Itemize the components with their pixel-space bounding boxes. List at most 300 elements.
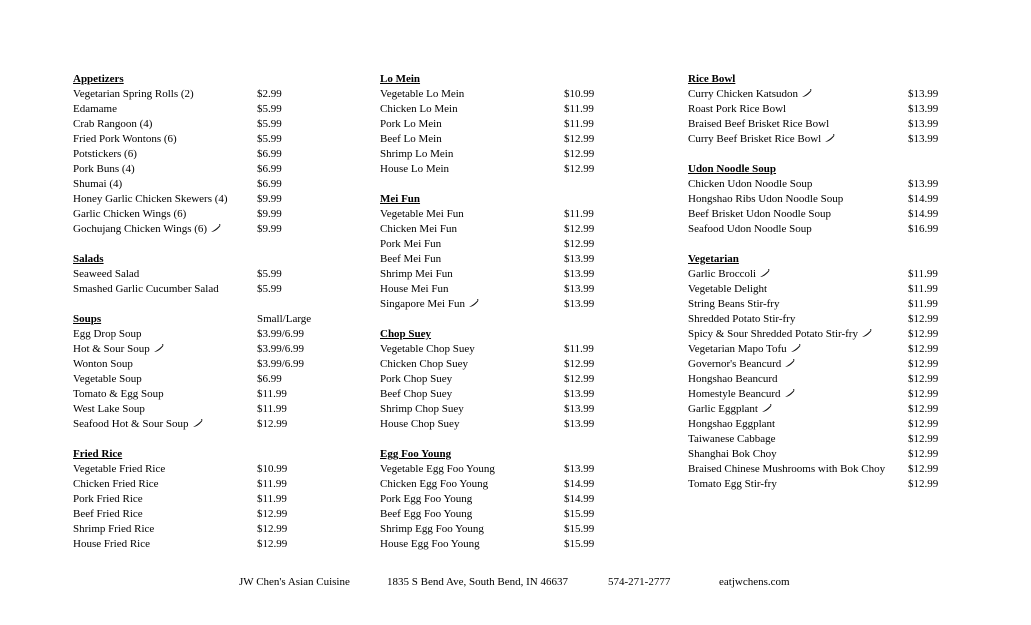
menu-item-price: $12.99 bbox=[564, 238, 595, 250]
menu-item-name: Pork Chop Suey bbox=[380, 373, 453, 385]
menu-item-name: Curry Beef Brisket Rice Bowl bbox=[688, 133, 822, 145]
menu-item-name-wrap bbox=[688, 477, 777, 492]
menu-item-name: House Egg Foo Young bbox=[380, 538, 480, 550]
chili-pepper-icon bbox=[801, 88, 812, 97]
section-heading-row bbox=[688, 252, 948, 267]
menu-item-name: Vegetarian Spring Rolls (2) bbox=[73, 88, 194, 100]
section-heading: Vegetarian bbox=[688, 253, 739, 265]
menu-item-name-wrap bbox=[380, 147, 453, 162]
menu-item-name: Shanghai Bok Choy bbox=[688, 448, 777, 460]
menu-item-price: $15.99 bbox=[564, 523, 595, 535]
menu-item-name-wrap bbox=[73, 327, 141, 342]
menu-item-name: Chicken Lo Mein bbox=[380, 103, 458, 115]
menu-item-name: Vegetable Chop Suey bbox=[380, 343, 475, 355]
menu-item-name-wrap bbox=[688, 357, 795, 372]
menu-item bbox=[380, 297, 620, 312]
menu-item-name: Chicken Fried Rice bbox=[73, 478, 159, 490]
section-heading-row bbox=[73, 447, 313, 462]
menu-section bbox=[380, 327, 620, 432]
menu-item bbox=[73, 147, 313, 162]
menu-item-name-wrap bbox=[380, 162, 449, 177]
menu-item-name-wrap bbox=[73, 87, 194, 102]
chili-pepper-icon bbox=[761, 403, 772, 412]
menu-item-name: Homestyle Beancurd bbox=[688, 388, 781, 400]
menu-item-name-wrap bbox=[688, 267, 770, 282]
menu-item-price: $12.99 bbox=[564, 358, 595, 370]
menu-item-price: $5.99 bbox=[257, 133, 282, 145]
menu-item-name-wrap bbox=[688, 282, 767, 297]
menu-item bbox=[380, 387, 620, 402]
menu-item-price: $9.99 bbox=[257, 223, 282, 235]
menu-item-price: $10.99 bbox=[564, 88, 595, 100]
menu-section bbox=[380, 447, 620, 552]
menu-item-price: $3.99/6.99 bbox=[257, 343, 305, 355]
menu-item-name-wrap bbox=[380, 417, 459, 432]
menu-item bbox=[73, 462, 313, 477]
menu-item-name-wrap bbox=[73, 162, 135, 177]
menu-column-1 bbox=[73, 72, 313, 567]
menu-item-price: $11.99 bbox=[257, 403, 287, 415]
menu-item-name-wrap bbox=[73, 477, 159, 492]
menu-item-price: $13.99 bbox=[564, 418, 595, 430]
menu-item bbox=[380, 492, 620, 507]
menu-item bbox=[688, 372, 948, 387]
chili-pepper-icon bbox=[861, 328, 872, 337]
menu-item-price: $13.99 bbox=[908, 118, 939, 130]
menu-item-name: Beef Mei Fun bbox=[380, 253, 442, 265]
menu-item bbox=[688, 327, 948, 342]
menu-item-price: $12.99 bbox=[908, 313, 939, 325]
menu-item bbox=[688, 432, 948, 447]
menu-item-price: $11.99 bbox=[908, 268, 938, 280]
menu-item-name-wrap bbox=[380, 207, 464, 222]
menu-section bbox=[380, 72, 620, 177]
menu-item bbox=[73, 192, 313, 207]
section-heading: Soups bbox=[73, 313, 102, 325]
menu-item-name: Seafood Udon Noodle Soup bbox=[688, 223, 812, 235]
menu-item-name-wrap bbox=[73, 357, 133, 372]
menu-item bbox=[73, 357, 313, 372]
menu-item bbox=[73, 102, 313, 117]
menu-item-name: Hongshao Eggplant bbox=[688, 418, 776, 430]
menu-item-price: $12.99 bbox=[908, 373, 939, 385]
menu-item-name-wrap bbox=[380, 402, 464, 417]
chili-pepper-icon bbox=[784, 358, 795, 367]
menu-item-name-wrap bbox=[73, 267, 139, 282]
menu-item-name-wrap bbox=[688, 177, 812, 192]
menu-item-price: $15.99 bbox=[564, 508, 595, 520]
menu-item-name-wrap bbox=[380, 117, 442, 132]
menu-item bbox=[73, 402, 313, 417]
section-price-header: Small/Large bbox=[257, 313, 312, 325]
menu-item-name: Garlic Broccoli bbox=[688, 268, 757, 280]
menu-item-name: House Mei Fun bbox=[380, 283, 449, 295]
chili-pepper-icon bbox=[790, 343, 801, 352]
menu-item bbox=[380, 222, 620, 237]
menu-item bbox=[380, 417, 620, 432]
menu-item-name: Pork Egg Foo Young bbox=[380, 493, 473, 505]
menu-item-name-wrap bbox=[73, 462, 165, 477]
menu-item-name-wrap bbox=[73, 207, 186, 222]
section-heading-row bbox=[73, 312, 313, 327]
menu-item-name: Curry Chicken Katsudon bbox=[688, 88, 798, 100]
menu-item bbox=[688, 207, 948, 222]
section-heading: Fried Rice bbox=[73, 448, 123, 460]
menu-item-name-wrap bbox=[380, 372, 452, 387]
menu-section bbox=[73, 252, 313, 297]
menu-item-name-wrap bbox=[380, 492, 472, 507]
menu-section bbox=[73, 72, 313, 237]
menu-item-price: $13.99 bbox=[564, 403, 595, 415]
section-heading-row bbox=[380, 447, 620, 462]
section-heading-row bbox=[380, 327, 620, 342]
menu-item bbox=[73, 522, 313, 537]
menu-item-price: $11.99 bbox=[564, 118, 594, 130]
menu-item bbox=[73, 507, 313, 522]
menu-item-name: Shrimp Mei Fun bbox=[380, 268, 453, 280]
menu-item-price: $12.99 bbox=[908, 343, 939, 355]
menu-section bbox=[73, 447, 313, 552]
menu-item-price: $13.99 bbox=[908, 88, 939, 100]
menu-item bbox=[688, 297, 948, 312]
menu-item bbox=[73, 207, 313, 222]
menu-item-price: $12.99 bbox=[908, 463, 939, 475]
section-heading: Appetizers bbox=[73, 73, 124, 85]
menu-item bbox=[380, 507, 620, 522]
section-heading-row bbox=[380, 72, 620, 87]
menu-item-name-wrap bbox=[73, 402, 145, 417]
menu-item-price: $16.99 bbox=[908, 223, 939, 235]
menu-item-price: $12.99 bbox=[908, 388, 939, 400]
menu-item bbox=[380, 462, 620, 477]
menu-item-name-wrap bbox=[380, 102, 458, 117]
menu-item bbox=[688, 192, 948, 207]
menu-item bbox=[73, 162, 313, 177]
menu-item-price: $6.99 bbox=[257, 373, 282, 385]
menu-item-name: Seaweed Salad bbox=[73, 268, 140, 280]
menu-item-name: Edamame bbox=[73, 103, 117, 115]
menu-item-name-wrap bbox=[688, 87, 812, 102]
chili-pepper-icon bbox=[759, 268, 770, 277]
menu-item bbox=[688, 312, 948, 327]
menu-item-price: $6.99 bbox=[257, 178, 282, 190]
menu-section bbox=[688, 72, 948, 147]
menu-item bbox=[73, 477, 313, 492]
menu-item-name-wrap bbox=[688, 462, 885, 477]
menu-item-price: $12.99 bbox=[257, 523, 288, 535]
menu-item bbox=[688, 222, 948, 237]
menu-item-name: Egg Drop Soup bbox=[73, 328, 142, 340]
menu-item-name: Braised Chinese Mushrooms with Bok Choy bbox=[688, 463, 886, 475]
menu-section bbox=[73, 312, 313, 432]
menu-item-name: Chicken Mei Fun bbox=[380, 223, 457, 235]
menu-section bbox=[380, 192, 620, 312]
menu-item-price: $13.99 bbox=[908, 133, 939, 145]
menu-item bbox=[688, 477, 948, 492]
menu-item-name: Shredded Potato Stir-fry bbox=[688, 313, 796, 325]
footer-restaurant-name: JW Chen's Asian Cuisine bbox=[239, 576, 350, 588]
menu-item-name-wrap bbox=[73, 147, 137, 162]
menu-item bbox=[380, 87, 620, 102]
menu-item-name: Beef Lo Mein bbox=[380, 133, 442, 145]
menu-item-price: $13.99 bbox=[564, 298, 595, 310]
menu-item-name: Taiwanese Cabbage bbox=[688, 433, 776, 445]
menu-item bbox=[688, 387, 948, 402]
menu-item-price: $3.99/6.99 bbox=[257, 328, 305, 340]
menu-item-price: $12.99 bbox=[908, 418, 939, 430]
menu-item-name-wrap bbox=[380, 297, 479, 312]
menu-item-price: $12.99 bbox=[257, 508, 288, 520]
menu-item bbox=[380, 102, 620, 117]
menu-item-name-wrap bbox=[380, 252, 441, 267]
menu-item-price: $12.99 bbox=[564, 223, 595, 235]
menu-item-name-wrap bbox=[688, 207, 831, 222]
menu-item bbox=[380, 477, 620, 492]
menu-item-price: $12.99 bbox=[564, 148, 595, 160]
section-heading-row bbox=[688, 162, 948, 177]
menu-item-name-wrap bbox=[688, 402, 772, 417]
menu-item-name: Vegetarian Mapo Tofu bbox=[688, 343, 787, 355]
menu-item-price: $6.99 bbox=[257, 148, 282, 160]
menu-item-name: Garlic Chicken Wings (6) bbox=[73, 208, 187, 220]
menu-item-name: Governor's Beancurd bbox=[688, 358, 782, 370]
menu-section bbox=[688, 252, 948, 492]
menu-item-name-wrap bbox=[688, 372, 778, 387]
menu-item-price: $14.99 bbox=[908, 208, 939, 220]
menu-item bbox=[688, 342, 948, 357]
menu-item-name-wrap bbox=[73, 537, 150, 552]
menu-item-price: $3.99/6.99 bbox=[257, 358, 305, 370]
menu-item-name: Beef Egg Foo Young bbox=[380, 508, 473, 520]
menu-item-name: Shrimp Egg Foo Young bbox=[380, 523, 484, 535]
menu-item-name-wrap bbox=[73, 372, 142, 387]
menu-item bbox=[688, 267, 948, 282]
menu-item-name-wrap bbox=[688, 132, 835, 147]
menu-item-name: Gochujang Chicken Wings (6) bbox=[73, 223, 208, 235]
menu-item-price: $12.99 bbox=[257, 418, 288, 430]
menu-item-price: $13.99 bbox=[564, 388, 595, 400]
menu-item bbox=[380, 372, 620, 387]
menu-item-name-wrap bbox=[380, 282, 448, 297]
menu-item bbox=[73, 177, 313, 192]
menu-item bbox=[73, 372, 313, 387]
menu-item-name: Roast Pork Rice Bowl bbox=[688, 103, 787, 115]
menu-item-price: $11.99 bbox=[257, 493, 287, 505]
menu-item-price: $13.99 bbox=[908, 103, 939, 115]
menu-item-name-wrap bbox=[688, 417, 775, 432]
menu-item-price: $5.99 bbox=[257, 103, 282, 115]
menu-item-name: Pork Fried Rice bbox=[73, 493, 143, 505]
menu-item-name: Shrimp Lo Mein bbox=[380, 148, 454, 160]
chili-pepper-icon bbox=[824, 133, 835, 142]
menu-item-name: House Lo Mein bbox=[380, 163, 450, 175]
menu-item-name-wrap bbox=[688, 117, 829, 132]
footer-address: 1835 S Bend Ave, South Bend, IN 46637 bbox=[387, 576, 568, 588]
menu-item-price: $12.99 bbox=[908, 478, 939, 490]
menu-item-name: Spicy & Sour Shredded Potato Stir-fry bbox=[688, 328, 858, 340]
menu-item bbox=[380, 252, 620, 267]
menu-item bbox=[73, 537, 313, 552]
section-heading: Mei Fun bbox=[380, 193, 421, 205]
section-heading: Lo Mein bbox=[380, 73, 421, 85]
menu-item-name: Hongshao Beancurd bbox=[688, 373, 778, 385]
menu-item-name-wrap bbox=[380, 237, 441, 252]
section-heading: Egg Foo Young bbox=[380, 448, 452, 460]
menu-item-name-wrap bbox=[380, 357, 468, 372]
menu-item-price: $12.99 bbox=[908, 448, 939, 460]
chili-pepper-icon bbox=[784, 388, 795, 397]
menu-item-price: $11.99 bbox=[564, 208, 594, 220]
menu-item-name: Shumai (4) bbox=[73, 178, 123, 190]
menu-item bbox=[380, 117, 620, 132]
menu-item bbox=[380, 537, 620, 552]
menu-item-name-wrap bbox=[73, 117, 152, 132]
menu-item-name: Wonton Soup bbox=[73, 358, 133, 370]
section-heading: Chop Suey bbox=[380, 328, 432, 340]
menu-item-name-wrap bbox=[380, 507, 472, 522]
section-heading-row bbox=[380, 192, 620, 207]
menu-item-name-wrap bbox=[380, 267, 453, 282]
menu-item-name: Garlic Eggplant bbox=[688, 403, 758, 415]
menu-item-price: $9.99 bbox=[257, 208, 282, 220]
menu-item-name-wrap bbox=[73, 522, 154, 537]
menu-item bbox=[380, 282, 620, 297]
menu-item-price: $13.99 bbox=[564, 253, 595, 265]
menu-item bbox=[380, 522, 620, 537]
menu-item-price: $5.99 bbox=[257, 268, 282, 280]
menu-item bbox=[688, 102, 948, 117]
menu-item-price: $10.99 bbox=[257, 463, 288, 475]
menu-item bbox=[688, 282, 948, 297]
menu-item-name-wrap bbox=[688, 102, 786, 117]
menu-item-name-wrap bbox=[73, 342, 164, 357]
menu-item-name: Vegetable Soup bbox=[73, 373, 142, 385]
menu-item-price: $11.99 bbox=[564, 343, 594, 355]
menu-item-price: $12.99 bbox=[564, 373, 595, 385]
menu-item-name: Seafood Hot & Sour Soup bbox=[73, 418, 189, 430]
menu-item-name-wrap bbox=[73, 177, 122, 192]
menu-item bbox=[73, 492, 313, 507]
menu-item-price: $11.99 bbox=[908, 298, 938, 310]
menu-item-price: $13.99 bbox=[564, 268, 595, 280]
menu-item bbox=[688, 402, 948, 417]
menu-item bbox=[73, 267, 313, 282]
menu-item bbox=[380, 237, 620, 252]
menu-item-price: $14.99 bbox=[564, 478, 595, 490]
menu-item bbox=[380, 162, 620, 177]
menu-item bbox=[380, 357, 620, 372]
menu-item-price: $13.99 bbox=[908, 178, 939, 190]
menu-item-name-wrap bbox=[688, 342, 801, 357]
menu-item bbox=[380, 207, 620, 222]
menu-item-name-wrap bbox=[73, 507, 143, 522]
chili-pepper-icon bbox=[468, 298, 479, 307]
menu-item-name: Smashed Garlic Cucumber Salad bbox=[73, 283, 219, 295]
menu-item-price: $11.99 bbox=[257, 388, 287, 400]
menu-item-name: Beef Chop Suey bbox=[380, 388, 453, 400]
menu-item-name: Pork Lo Mein bbox=[380, 118, 442, 130]
menu-item-name-wrap bbox=[688, 387, 795, 402]
menu-item-price: $11.99 bbox=[908, 283, 938, 295]
menu-item-name: Tomato & Egg Soup bbox=[73, 388, 164, 400]
menu-item-name-wrap bbox=[380, 537, 480, 552]
menu-item-name-wrap bbox=[380, 387, 452, 402]
menu-item-name-wrap bbox=[380, 342, 475, 357]
menu-item-price: $12.99 bbox=[257, 538, 288, 550]
menu-section bbox=[688, 162, 948, 237]
menu-item-name: House Chop Suey bbox=[380, 418, 460, 430]
menu-item-name-wrap bbox=[688, 432, 776, 447]
menu-item-price: $15.99 bbox=[564, 538, 595, 550]
menu-item bbox=[688, 117, 948, 132]
menu-item-name-wrap bbox=[380, 522, 484, 537]
menu-item-name: Vegetable Egg Foo Young bbox=[380, 463, 495, 475]
menu-item-name: House Fried Rice bbox=[73, 538, 150, 550]
menu-item-name-wrap bbox=[688, 327, 872, 342]
menu-item-name: Singapore Mei Fun bbox=[380, 298, 465, 310]
menu-item bbox=[380, 402, 620, 417]
menu-item-name: Hongshao Ribs Udon Noodle Soup bbox=[688, 193, 844, 205]
menu-item-name: Braised Beef Brisket Rice Bowl bbox=[688, 118, 830, 130]
menu-column-2 bbox=[380, 72, 620, 567]
menu-item-name-wrap bbox=[73, 222, 221, 237]
menu-item bbox=[380, 132, 620, 147]
menu-item-name-wrap bbox=[688, 192, 843, 207]
menu-item-name-wrap bbox=[688, 297, 779, 312]
menu-item-name-wrap bbox=[73, 417, 203, 432]
menu-item-price: $6.99 bbox=[257, 163, 282, 175]
menu-item-name-wrap bbox=[73, 132, 177, 147]
menu-item bbox=[688, 132, 948, 147]
menu-item-name: String Beans Stir-fry bbox=[688, 298, 780, 310]
menu-item-price: $13.99 bbox=[564, 463, 595, 475]
menu-item-name: Vegetable Fried Rice bbox=[73, 463, 166, 475]
menu-item-name-wrap bbox=[688, 222, 812, 237]
menu-item-name: Shrimp Chop Suey bbox=[380, 403, 464, 415]
menu-item-name: Vegetable Delight bbox=[688, 283, 768, 295]
menu-column-3 bbox=[688, 72, 948, 507]
menu-item bbox=[73, 117, 313, 132]
menu-item-price: $12.99 bbox=[908, 433, 939, 445]
section-heading-row bbox=[73, 72, 313, 87]
menu-item-name: Pork Buns (4) bbox=[73, 163, 135, 175]
menu-item-price: $11.99 bbox=[257, 478, 287, 490]
menu-item-price: $12.99 bbox=[908, 358, 939, 370]
menu-item-name: Chicken Udon Noodle Soup bbox=[688, 178, 813, 190]
menu-item bbox=[688, 462, 948, 477]
menu-item bbox=[688, 177, 948, 192]
menu-item-name-wrap bbox=[688, 447, 777, 462]
menu-item bbox=[688, 357, 948, 372]
menu-item-name: Potstickers (6) bbox=[73, 148, 137, 160]
menu-item-name-wrap bbox=[380, 477, 488, 492]
menu-item bbox=[688, 417, 948, 432]
menu-item-price: $13.99 bbox=[564, 283, 595, 295]
section-heading-row bbox=[73, 252, 313, 267]
menu-item-price: $12.99 bbox=[908, 403, 939, 415]
section-heading-row bbox=[688, 72, 948, 87]
menu-item-name: Honey Garlic Chicken Skewers (4) bbox=[73, 193, 228, 205]
menu-item bbox=[380, 342, 620, 357]
menu-item-price: $12.99 bbox=[564, 133, 595, 145]
footer-website: eatjwchens.com bbox=[719, 576, 790, 588]
chili-pepper-icon bbox=[210, 223, 221, 232]
menu-item-name-wrap bbox=[380, 222, 457, 237]
menu-item-price: $14.99 bbox=[564, 493, 595, 505]
menu-item-name-wrap bbox=[73, 102, 117, 117]
section-heading: Salads bbox=[73, 253, 104, 265]
menu-item-name: Pork Mei Fun bbox=[380, 238, 442, 250]
